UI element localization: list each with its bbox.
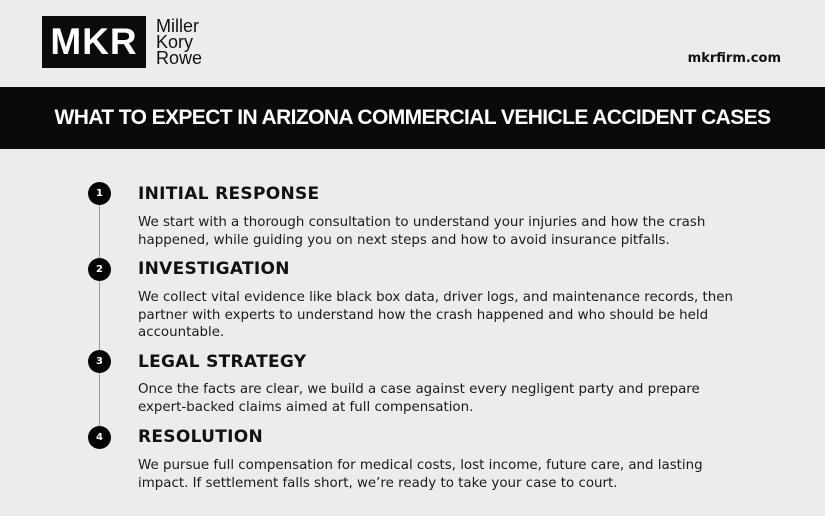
logo-name-line-3: Rowe <box>156 48 203 68</box>
logo-name-line-1: Miller <box>156 16 199 36</box>
step-title: INVESTIGATION <box>138 259 290 279</box>
logo-mark <box>42 16 146 68</box>
step-description: We pursue full compensation for medical costs, lost income, future care, and lasting impact. If settlement falls short, we’re ready to take your case to court. <box>138 458 703 491</box>
step-description: Once the facts are clear, we build a case against every negligent party and prepare expert-backed claims aimed at full compensation. <box>138 382 700 415</box>
step-description: We start with a thorough consultation to understand your injuries and how the crash happened, while guiding you on next steps and how to avoid insurance pitfalls. <box>138 215 706 248</box>
page-title: WHAT TO EXPECT IN ARIZONA COMMERCIAL VEHICLE ACCIDENT CASES <box>54 106 771 129</box>
website-link[interactable]: mkrfirm.com <box>687 51 781 66</box>
logo-letters: MKR <box>50 21 138 62</box>
step-title: INITIAL RESPONSE <box>138 184 320 204</box>
step-number-badge: 2 <box>88 258 111 281</box>
timeline-connector <box>99 193 100 439</box>
logo-name-line-2: Kory <box>156 32 194 52</box>
logo-wordmark <box>156 18 202 66</box>
step-title: RESOLUTION <box>138 427 264 447</box>
step-number-badge: 1 <box>88 182 111 205</box>
firm-logo <box>42 16 202 68</box>
step-number-badge: 3 <box>88 350 111 373</box>
title-banner <box>0 87 825 149</box>
step-description: We collect vital evidence like black box data, driver logs, and maintenance records, then partner with experts to understand how the crash happened and who should be held accountable. <box>138 290 733 340</box>
step-title: LEGAL STRATEGY <box>138 352 307 372</box>
step-number-badge: 4 <box>88 426 111 449</box>
